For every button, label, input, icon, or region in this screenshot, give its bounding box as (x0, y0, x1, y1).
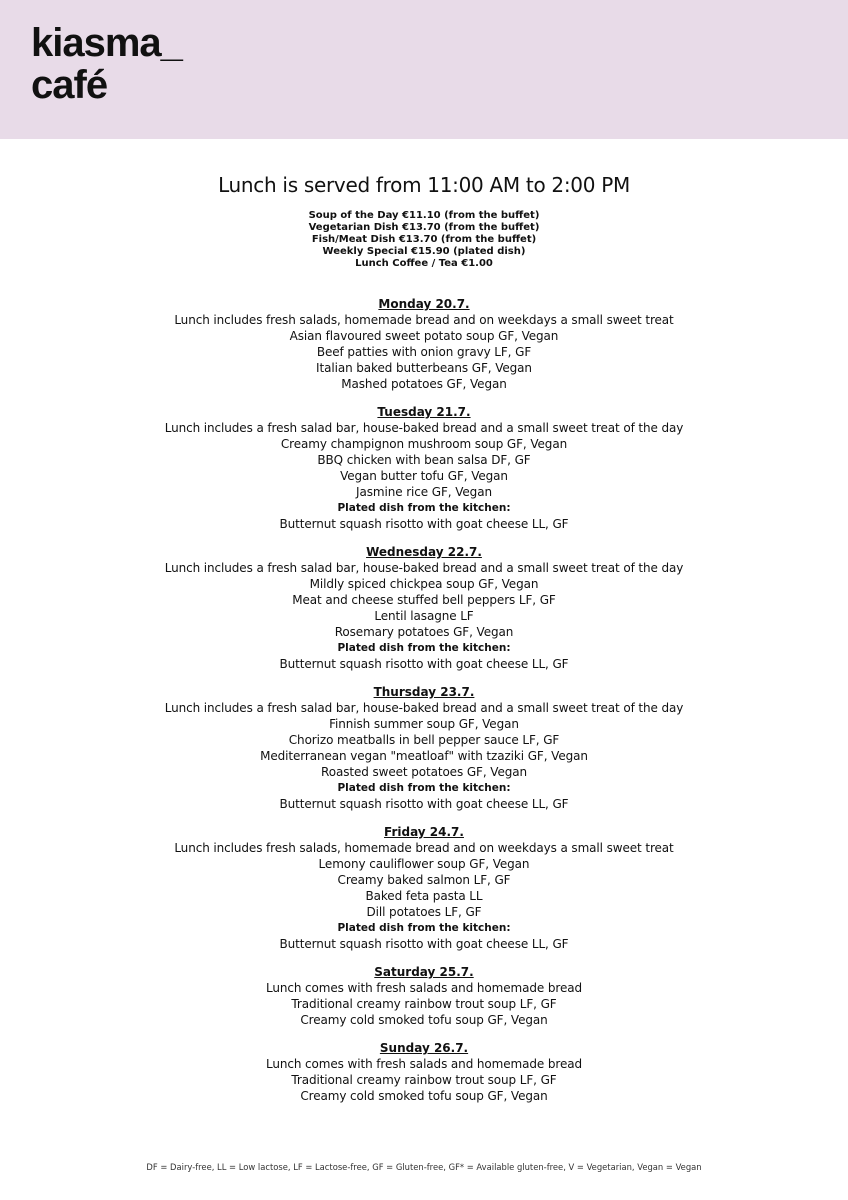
logo-line-2: café (31, 63, 108, 107)
menu-line: Mediterranean vegan "meatloaf" with tzaziki GF, Vegan (260, 749, 588, 763)
page-title: Lunch is served from 11:00 AM to 2:00 PM (218, 173, 630, 197)
menu-line: Italian baked butterbeans GF, Vegan (316, 361, 532, 375)
day-heading: Thursday 23.7. (373, 685, 475, 699)
day-sunday (0, 1040, 848, 1104)
menu-line: Creamy champignon mushroom soup GF, Vegan (280, 437, 568, 451)
day-tuesday (0, 404, 848, 532)
price-item: Vegetarian Dish €13.70 (from the buffet) (308, 222, 540, 233)
menu-line: Lunch includes fresh salads, homemade bread and on weekdays a small sweet treat (174, 841, 674, 855)
daily-menus (0, 296, 848, 1104)
menu-line: Chorizo meatballs in bell pepper sauce LF, GF (288, 733, 560, 747)
menu-line: Mashed potatoes GF, Vegan (341, 377, 507, 391)
day-thursday (0, 684, 848, 812)
plated-dish-label: Plated dish from the kitchen: (337, 922, 511, 934)
menu-line: Roasted sweet potatoes GF, Vegan (321, 765, 527, 779)
price-item: Weekly Special €15.90 (plated dish) (322, 246, 526, 257)
menu-line: Finnish summer soup GF, Vegan (329, 717, 519, 731)
menu-line: Creamy cold smoked tofu soup GF, Vegan (300, 1089, 548, 1103)
menu-line: Baked feta pasta LL (365, 889, 483, 903)
menu-line: Rosemary potatoes GF, Vegan (334, 625, 514, 639)
plated-dish-label: Plated dish from the kitchen: (337, 782, 511, 794)
day-heading: Saturday 25.7. (374, 965, 474, 979)
menu-line: Jasmine rice GF, Vegan (356, 485, 492, 499)
menu-line: Beef patties with onion gravy LF, GF (316, 345, 532, 359)
day-heading: Tuesday 21.7. (377, 405, 471, 419)
menu-line: Lunch comes with fresh salads and homemade bread (265, 1057, 583, 1071)
menu-line: Lemony cauliflower soup GF, Vegan (318, 857, 530, 871)
plated-dish: Butternut squash risotto with goat cheese LL, GF (279, 937, 569, 951)
menu-line: BBQ chicken with bean salsa DF, GF (317, 453, 531, 467)
plated-dish: Butternut squash risotto with goat cheese LL, GF (279, 657, 569, 671)
plated-dish-label: Plated dish from the kitchen: (337, 642, 511, 654)
plated-dish-label: Plated dish from the kitchen: (337, 502, 511, 514)
price-item: Fish/Meat Dish €13.70 (from the buffet) (311, 234, 537, 245)
menu-line: Lunch includes a fresh salad bar, house-baked bread and a small sweet treat of the day (164, 561, 684, 575)
menu-line: Lunch comes with fresh salads and homemade bread (265, 981, 583, 995)
header-banner (0, 0, 848, 139)
day-heading: Monday 20.7. (378, 297, 470, 311)
price-list (0, 210, 848, 270)
menu-line: Asian flavoured sweet potato soup GF, Vegan (289, 329, 559, 343)
price-item: Lunch Coffee / Tea €1.00 (355, 258, 493, 269)
menu-line: Traditional creamy rainbow trout soup LF, GF (291, 1073, 557, 1087)
menu-line: Mildly spiced chickpea soup GF, Vegan (309, 577, 539, 591)
kiasma-cafe-logo (31, 22, 182, 106)
day-heading: Sunday 26.7. (379, 1041, 469, 1055)
menu-line: Creamy baked salmon LF, GF (337, 873, 511, 887)
plated-dish: Butternut squash risotto with goat cheese LL, GF (279, 797, 569, 811)
menu-content (0, 170, 848, 1116)
day-monday (0, 296, 848, 392)
menu-line: Lentil lasagne LF (374, 609, 474, 623)
day-heading: Friday 24.7. (384, 825, 464, 839)
price-item: Soup of the Day €11.10 (from the buffet) (308, 210, 540, 221)
day-heading: Wednesday 22.7. (366, 545, 482, 559)
menu-line: Lunch includes fresh salads, homemade bread and on weekdays a small sweet treat (174, 313, 674, 327)
menu-line: Lunch includes a fresh salad bar, house-baked bread and a small sweet treat of the day (164, 701, 684, 715)
logo-line-1: kiasma_ (31, 21, 182, 65)
menu-line: Lunch includes a fresh salad bar, house-baked bread and a small sweet treat of the day (164, 421, 684, 435)
menu-line: Vegan butter tofu GF, Vegan (340, 469, 508, 483)
day-friday (0, 824, 848, 952)
plated-dish: Butternut squash risotto with goat cheese LL, GF (279, 517, 569, 531)
day-wednesday (0, 544, 848, 672)
menu-line: Traditional creamy rainbow trout soup LF, GF (291, 997, 557, 1011)
menu-line: Meat and cheese stuffed bell peppers LF, GF (292, 593, 556, 607)
day-saturday (0, 964, 848, 1028)
menu-line: Dill potatoes LF, GF (366, 905, 482, 919)
dietary-legend: DF = Dairy-free, LL = Low lactose, LF = Lactose-free, GF = Gluten-free, GF* = Available gluten-free, V = Vegetarian, Vegan = Vegan (146, 1162, 702, 1172)
menu-line: Creamy cold smoked tofu soup GF, Vegan (300, 1013, 548, 1027)
